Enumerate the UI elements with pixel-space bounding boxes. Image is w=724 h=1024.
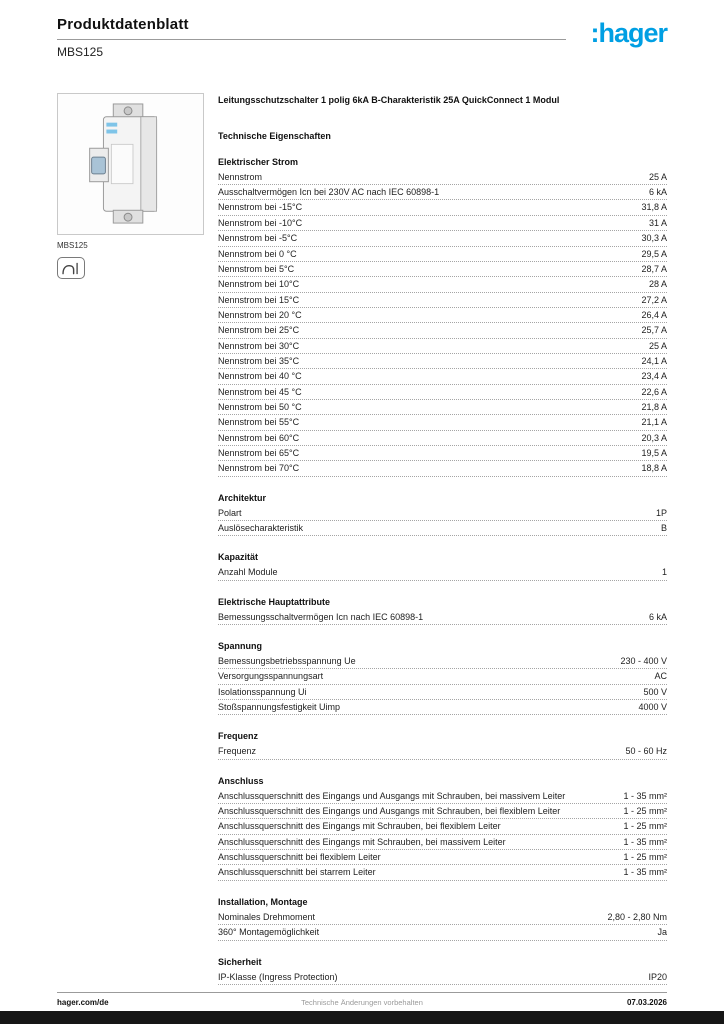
spec-row (218, 200, 667, 215)
spec-section-kapazit-t (218, 552, 667, 580)
spec-label: Nennstrom bei -5°C (218, 233, 298, 244)
spec-row (218, 385, 667, 400)
section-title: Sicherheit (218, 956, 262, 967)
product-reference: MBS125 (57, 45, 104, 59)
hager-website-link[interactable]: hager.com/de (57, 998, 109, 1007)
spec-value: B (660, 523, 667, 534)
spec-row (218, 277, 667, 292)
spec-value: 1P (655, 507, 667, 518)
spec-value: 20,3 A (641, 432, 667, 443)
spec-row (218, 744, 667, 759)
spec-label: Auslösecharakteristik (218, 523, 304, 534)
spec-label: Nennstrom bei -15°C (218, 202, 303, 213)
footer-content (57, 998, 667, 1007)
spec-value: 21,1 A (641, 417, 667, 428)
spec-row (218, 354, 667, 369)
spec-row (218, 293, 667, 308)
spec-value: 6 kA (648, 187, 667, 198)
spec-row (218, 685, 667, 700)
spec-label: Stoßspannungsfestigkeit Uimp (218, 702, 341, 713)
spec-label: 360° Montagemöglichkeit (218, 927, 320, 938)
spec-label: Nennstrom bei 25°C (218, 325, 300, 336)
spec-value: 2,80 - 2,80 Nm (607, 911, 667, 922)
spec-value: 24,1 A (641, 355, 667, 366)
spec-row (218, 461, 667, 476)
spec-sections (218, 157, 667, 985)
spec-row (218, 970, 667, 985)
header-title-block (57, 16, 590, 59)
footer-disclaimer: Technische Änderungen vorbehalten (301, 998, 423, 1007)
finger-protection-icon (57, 257, 85, 279)
section-title: Architektur (218, 492, 267, 503)
spec-row (218, 850, 667, 865)
spec-value: 1 - 35 mm² (623, 867, 667, 878)
spec-row (218, 431, 667, 446)
spec-label: Versorgungsspannungsart (218, 671, 324, 682)
spec-row (218, 910, 667, 925)
spec-row (218, 819, 667, 834)
spec-section-elektrische-hauptattribute (218, 597, 667, 625)
spec-value: 1 - 35 mm² (623, 836, 667, 847)
spec-row (218, 400, 667, 415)
spec-label: Bemessungsbetriebsspannung Ue (218, 656, 356, 667)
spec-value: 1 - 35 mm² (623, 790, 667, 801)
spec-row (218, 565, 667, 580)
page-header (57, 16, 667, 59)
spec-row (218, 262, 667, 277)
section-title: Elektrische Hauptattribute (218, 596, 331, 607)
spec-row (218, 610, 667, 625)
spec-label: Nominales Drehmoment (218, 911, 316, 922)
section-title: Elektrischer Strom (218, 156, 299, 167)
document-title: Produktdatenblatt (57, 16, 189, 33)
spec-label: Nennstrom bei 50 °C (218, 401, 302, 412)
spec-label: Anschlussquerschnitt des Eingangs mit Schrauben, bei flexiblem Leiter (218, 821, 501, 832)
spec-label: Nennstrom bei 70°C (218, 463, 300, 474)
spec-value: 26,4 A (641, 309, 667, 320)
spec-section-frequenz (218, 731, 667, 759)
spec-section-sicherheit (218, 957, 667, 985)
spec-value: 19,5 A (641, 447, 667, 458)
bottom-black-bar (0, 1011, 724, 1024)
spec-row (218, 835, 667, 850)
spec-row (218, 415, 667, 430)
spec-row (218, 446, 667, 461)
spec-label: Bemessungsschaltvermögen Icn nach IEC 60898-1 (218, 611, 424, 622)
spec-value: 27,2 A (641, 294, 667, 305)
spec-label: Polart (218, 507, 242, 518)
spec-value: 31,8 A (641, 202, 667, 213)
spec-label: Anschlussquerschnitt des Eingangs und Ausgangs mit Schrauben, bei massivem Leiter (218, 790, 566, 801)
spec-value: 4000 V (638, 702, 667, 713)
spec-value: 31 A (648, 217, 667, 228)
spec-row (218, 804, 667, 819)
spec-row (218, 231, 667, 246)
spec-label: Nennstrom bei 20 °C (218, 309, 302, 320)
spec-row (218, 247, 667, 262)
spec-value: 6 kA (648, 611, 667, 622)
spec-row (218, 170, 667, 185)
spec-label: Anzahl Module (218, 567, 278, 578)
spec-label: Nennstrom bei 35°C (218, 355, 300, 366)
hager-logo: :hager (590, 18, 667, 48)
spec-value: 28,7 A (641, 263, 667, 274)
spec-row (218, 521, 667, 536)
spec-label: Isolationsspannung Ui (218, 686, 307, 697)
spec-row (218, 185, 667, 200)
spec-row (218, 323, 667, 338)
section-title: Anschluss (218, 775, 264, 786)
spec-label: Nennstrom bei 60°C (218, 432, 300, 443)
spec-label: Frequenz (218, 746, 257, 757)
spec-row (218, 700, 667, 715)
spec-value: 22,6 A (641, 386, 667, 397)
spec-value: IP20 (648, 971, 667, 982)
spec-label: IP-Klasse (Ingress Protection) (218, 971, 338, 982)
spec-value: 28 A (648, 279, 667, 290)
spec-section-anschluss (218, 776, 667, 881)
spec-value: 21,8 A (641, 401, 667, 412)
spec-value: 25 A (648, 340, 667, 351)
spec-section-elektrischer-strom (218, 157, 667, 477)
spec-row (218, 506, 667, 521)
spec-value: 18,8 A (641, 463, 667, 474)
spec-row (218, 308, 667, 323)
spec-label: Anschlussquerschnitt bei starrem Leiter (218, 867, 376, 878)
spec-label: Nennstrom bei 45 °C (218, 386, 302, 397)
spec-value: 1 - 25 mm² (623, 806, 667, 817)
section-title: Installation, Montage (218, 896, 308, 907)
spec-value: 30,3 A (641, 233, 667, 244)
product-image-caption: MBS125 (57, 241, 88, 250)
spec-section-installation-montage (218, 897, 667, 941)
spec-main-column (218, 95, 667, 985)
spec-section-architektur (218, 493, 667, 537)
spec-value: 500 V (643, 686, 667, 697)
spec-label: Anschlussquerschnitt bei flexiblem Leiter (218, 852, 381, 863)
spec-row (218, 369, 667, 384)
spec-value: AC (654, 671, 667, 682)
spec-value: 23,4 A (641, 371, 667, 382)
spec-value: 230 - 400 V (620, 656, 667, 667)
spec-row (218, 925, 667, 940)
spec-label: Nennstrom bei 55°C (218, 417, 300, 428)
spec-value: 29,5 A (641, 248, 667, 259)
spec-label: Anschlussquerschnitt des Eingangs mit Schrauben, bei massivem Leiter (218, 836, 506, 847)
spec-row (218, 216, 667, 231)
section-title: Spannung (218, 641, 262, 652)
technical-properties-heading: Technische Eigenschaften (218, 130, 331, 141)
footer-divider (57, 992, 667, 993)
spec-label: Ausschaltvermögen Icn bei 230V AC nach IEC 60898-1 (218, 187, 440, 198)
spec-label: Nennstrom bei 15°C (218, 294, 300, 305)
spec-label: Nennstrom bei 0 °C (218, 248, 297, 259)
spec-value: 50 - 60 Hz (625, 746, 667, 757)
spec-label: Nennstrom bei 65°C (218, 447, 300, 458)
section-title: Frequenz (218, 731, 259, 742)
spec-section-spannung (218, 641, 667, 715)
spec-value: Ja (657, 927, 667, 938)
spec-value: 1 (661, 567, 667, 578)
spec-label: Nennstrom bei 30°C (218, 340, 300, 351)
spec-label: Nennstrom bei -10°C (218, 217, 303, 228)
footer-date: 07.03.2026 (626, 998, 667, 1007)
page-footer (57, 992, 667, 1007)
spec-value: 1 - 25 mm² (623, 821, 667, 832)
spec-value: 25 A (648, 171, 667, 182)
spec-row (218, 339, 667, 354)
spec-label: Anschlussquerschnitt des Eingangs und Ausgangs mit Schrauben, bei flexiblem Leiter (218, 806, 561, 817)
spec-row (218, 789, 667, 804)
spec-label: Nennstrom bei 10°C (218, 279, 300, 290)
spec-value: 25,7 A (641, 325, 667, 336)
spec-label: Nennstrom (218, 171, 263, 182)
spec-label: Nennstrom bei 40 °C (218, 371, 302, 382)
section-title: Kapazität (218, 552, 259, 563)
spec-row (218, 654, 667, 669)
spec-row (218, 669, 667, 684)
product-image-frame (57, 93, 204, 235)
product-description: Leitungsschutzschalter 1 polig 6kA B-Charakteristik 25A QuickConnect 1 Modul (218, 95, 560, 105)
spec-label: Nennstrom bei 5°C (218, 263, 295, 274)
header-divider (57, 39, 566, 40)
circuit-breaker-illustration (77, 101, 185, 227)
spec-row (218, 865, 667, 880)
spec-value: 1 - 25 mm² (623, 852, 667, 863)
